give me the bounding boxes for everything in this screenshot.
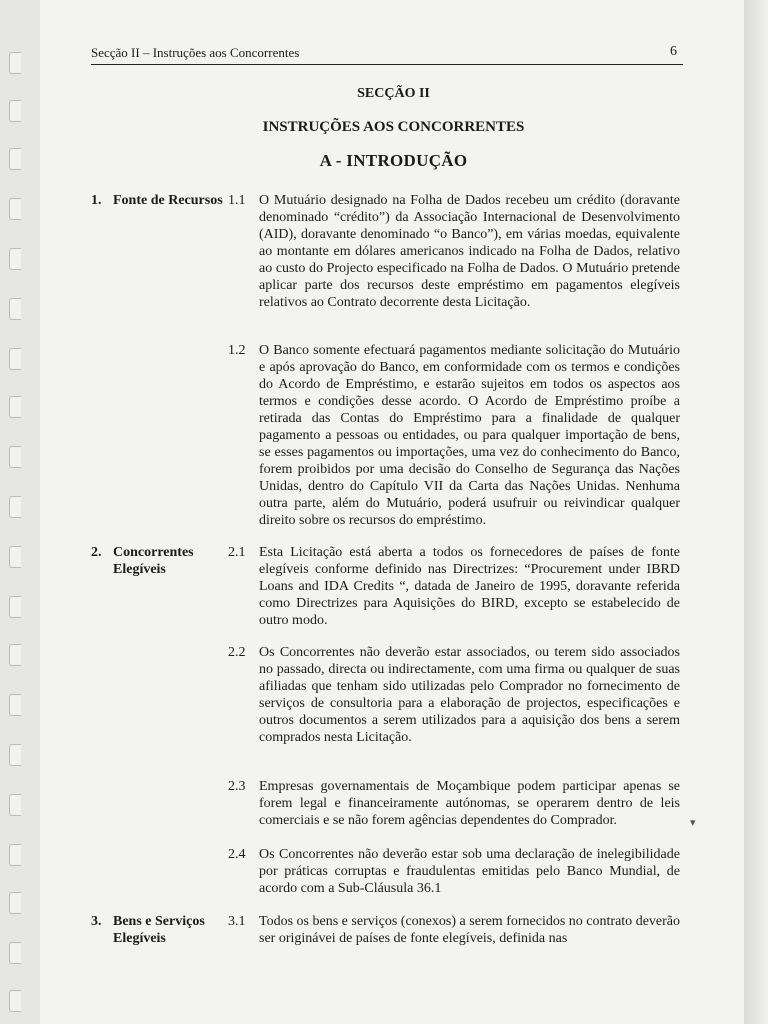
running-header — [91, 44, 683, 65]
binding-hole — [9, 52, 21, 74]
binding-hole — [9, 744, 21, 766]
running-title: Secção II – Instruções aos Concorrentes — [91, 45, 300, 60]
clause-text: Esta Licitação está aberta a todos os fornecedores de países de fonte elegíveis conforme definido nas Directrizes: “Procurement under IBRD Loans and IDA Credits “, datada de Janeiro de 1995, doravante referida como Directrizes para Aquisições do BIRD, excepto se estabelecido de outro modo. — [259, 545, 680, 628]
binding-hole — [9, 396, 21, 418]
section-title: Fonte de Recursos — [113, 193, 223, 208]
clause-number: 3.1 — [228, 914, 246, 929]
clause-number: 1.1 — [228, 193, 246, 208]
clause-text: Todos os bens e serviços (conexos) a serem fornecidos no contrato deverão ser originávei de países de fonte elegíveis, definida nas — [259, 914, 680, 946]
clause-text: Os Concorrentes não deverão estar sob uma declaração de inelegibilidade por práticas corruptas e fraudulentas emitidas pelo Banco Mundial, de acordo com a Sub-Cláusula 36.1 — [259, 847, 680, 896]
binding-hole — [9, 546, 21, 568]
binding-hole — [9, 794, 21, 816]
section-number: 3. — [91, 914, 102, 929]
binding-hole — [9, 844, 21, 866]
section-number: 2. — [91, 545, 102, 560]
document-subheading: A - INTRODUÇÃO — [319, 151, 468, 170]
binding-hole — [9, 942, 21, 964]
clause-text: O Mutuário designado na Folha de Dados recebeu um crédito (doravante denominado “crédito”) da Associação Internacional de Desenvolvimento (AID), doravante denominado “o Banco”), em várias moedas, equivalente ao montante em dólares americanos indicado na Folha de Dados, relativo ao custo do Projecto especificado na Folha de Dados. O Mutuário pretende aplicar parte dos recursos deste empréstimo em pagamentos elegíveis relativos ao Contrato decorrente desta Licitação. — [259, 193, 680, 310]
clause-text: Os Concorrentes não deverão estar associados, ou terem sido associados no passado, directa ou indirectamente, com uma firma ou qualquer de suas afiliadas que tenham sido utilizadas pelo Comprador no fornecimento de serviços de consultoria para a elaboração de projectos, especificações e outros documentos a serem utilizados para a aquisição dos bens a serem comprados nesta Licitação. — [259, 645, 680, 745]
page-edge — [744, 0, 768, 1024]
binding-hole — [9, 198, 21, 220]
binding-hole — [9, 892, 21, 914]
binding-hole — [9, 596, 21, 618]
document-heading: INSTRUÇÕES AOS CONCORRENTES — [262, 119, 525, 135]
binding-hole — [9, 348, 21, 370]
section-title: Bens e Serviços Elegíveis — [113, 914, 205, 946]
clause-text: Empresas governamentais de Moçambique podem participar apenas se forem legal e financeiramente autónomas, se operarem dentro de leis comerciais e se não forem agências dependentes do Comprador. — [259, 779, 680, 828]
binding-hole — [9, 100, 21, 122]
section-title: Concorrentes Elegíveis — [113, 545, 194, 577]
clause-number: 2.1 — [228, 545, 246, 560]
binding-hole — [9, 694, 21, 716]
binding-hole — [9, 644, 21, 666]
page-number: 6 — [670, 44, 677, 59]
section-label: SECÇÃO II — [357, 86, 430, 101]
binding-hole — [9, 298, 21, 320]
binding-strip — [0, 0, 40, 1024]
clause-text: O Banco somente efectuará pagamentos mediante solicitação do Mutuário e após aprovação do Banco, em conformidade com os termos e condições do Acordo de Empréstimo, e estarão sujeitos em todos os aspectos aos termos e condições desse acordo. O Acordo de Empréstimo proíbe a retirada das Contas do Empréstimo para a finalidade de qualquer pagamento a pessoas ou entidades, ou para qualquer importação de bens, se esses pagamentos ou importações, uma vez do conhecimento do Banco, forem proibidos por uma decisão do Conselho de Segurança das Nações Unidas, dentro do Capítulo VII da Carta das Nações Unidas. Nenhuma outra parte, além do Mutuário, poderá usufruir ou reivindicar qualquer direito sobre os recursos do empréstimo. — [259, 343, 680, 528]
binding-hole — [9, 248, 21, 270]
binding-hole — [9, 990, 21, 1012]
clause-number: 2.3 — [228, 779, 246, 794]
clause-number: 2.4 — [228, 847, 246, 862]
section-number: 1. — [91, 193, 102, 208]
binding-hole — [9, 148, 21, 170]
binding-hole — [9, 496, 21, 518]
clause-number: 1.2 — [228, 343, 246, 358]
margin-speck: ▾ — [690, 817, 696, 829]
binding-hole — [9, 446, 21, 468]
clause-number: 2.2 — [228, 645, 246, 660]
